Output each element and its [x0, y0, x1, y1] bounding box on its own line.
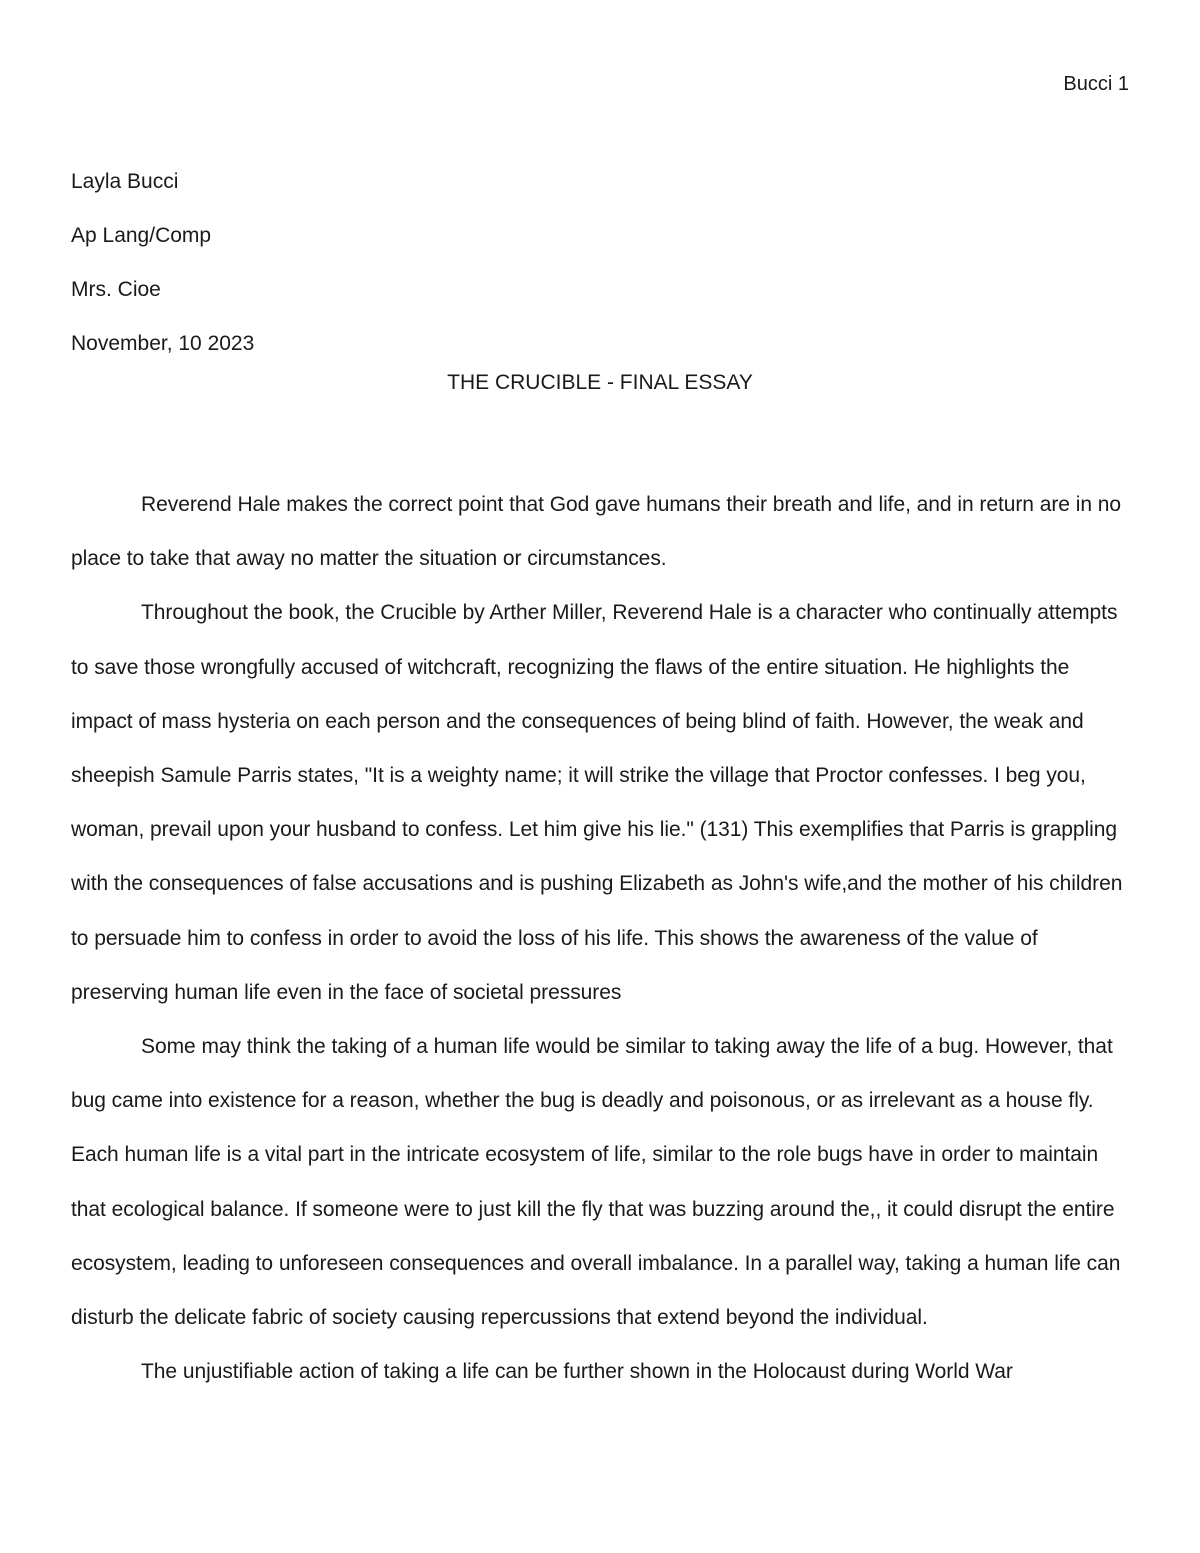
essay-date: November, 10 2023 — [71, 332, 255, 355]
essay-title: THE CRUCIBLE - FINAL ESSAY — [447, 371, 753, 394]
paragraph-1: Reverend Hale makes the correct point that God gave humans their breath and life, and in return are in no place to take that away no matter the situation or circumstances. — [71, 493, 1121, 571]
teacher-name: Mrs. Cioe — [71, 278, 161, 301]
course-name: Ap Lang/Comp — [71, 224, 212, 247]
paragraph-3: Some may think the taking of a human life would be similar to taking away the life of a bug. However, that bug came into existence for a reason, whether the bug is deadly and poisonous, or as irrelevant as a house fly. Each human life is a vital part in the intricate ecosystem of life, similar to the role bugs have in order to maintain that ecological balance. If someone were to just kill the fly that was buzzing around the,, it could disrupt the entire ecosystem, leading to unforeseen consequences and overall imbalance. In a parallel way, taking a human life can disturb the delicate fabric of society causing repercussions that extend beyond the individual. — [71, 1035, 1121, 1330]
running-head: Bucci 1 — [1063, 73, 1129, 95]
essay-body — [71, 478, 1129, 1399]
paragraph-2: Throughout the book, the Crucible by Arther Miller, Reverend Hale is a character who continually attempts to save those wrongfully accused of witchcraft, recognizing the flaws of the entire situation. He highlights the impact of mass hysteria on each person and the consequences of being blind of faith. However, the weak and sheepish Samule Parris states, "It is a weighty name; it will strike the village that Proctor confesses. I beg you, woman, prevail upon your husband to confess. Let him give his lie." (131) This exemplifies that Parris is grappling with the consequences of false accusations and is pushing Elizabeth as John's wife,and the mother of his children to persuade him to confess in order to avoid the loss of his life. This shows the awareness of the value of preserving human life even in the face of societal pressures — [71, 601, 1123, 1004]
mla-heading — [71, 155, 1129, 371]
paragraph-4: The unjustifiable action of taking a life can be further shown in the Holocaust during World War — [141, 1360, 1013, 1384]
student-name: Layla Bucci — [71, 170, 179, 193]
